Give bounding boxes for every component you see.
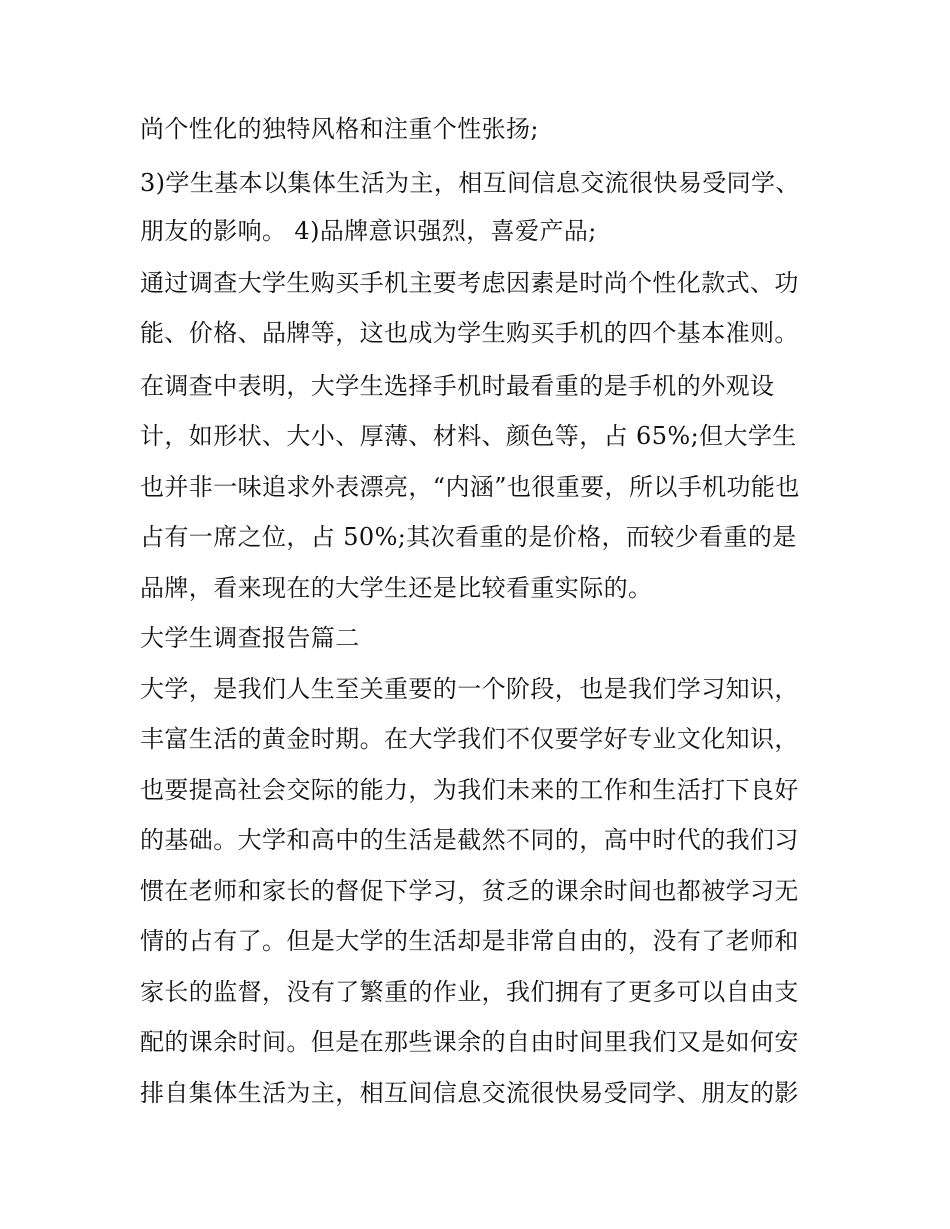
text-line: 也要提高社会交际的能力，为我们未来的工作和生活打下良好 bbox=[140, 776, 799, 804]
text-line: 3)学生基本以集体生活为主，相互间信息交流很快易受同学、 bbox=[140, 169, 800, 197]
text-line: 朋友的影响。 4)品牌意识强烈，喜爱产品; bbox=[140, 217, 597, 245]
text-line: 能、价格、品牌等，这也成为学生购买手机的四个基本准则。 bbox=[140, 319, 799, 347]
text-line: 也并非一味追求外表漂亮，“内涵”也很重要，所以手机功能也 bbox=[140, 473, 800, 501]
text-line: 情的占有了。但是大学的生活却是非常自由的，没有了老师和 bbox=[140, 927, 799, 955]
text-line: 品牌，看来现在的大学生还是比较看重实际的。 bbox=[140, 574, 653, 602]
text-line: 惯在老师和家长的督促下学习，贫乏的课余时间也都被学习无 bbox=[140, 877, 799, 905]
text-line: 计，如形状、大小、厚薄、材料、颜色等，占 65%;但大学生 bbox=[140, 422, 797, 450]
text-line: 的基础。大学和高中的生活是截然不同的，高中时代的我们习 bbox=[140, 826, 799, 854]
text-line: 丰富生活的黄金时期。在大学我们不仅要学好专业文化知识， bbox=[140, 725, 799, 753]
text-line: 占有一席之位，占 50%;其次看重的是价格，而较少看重的是 bbox=[140, 523, 797, 551]
text-line: 通过调查大学生购买手机主要考虑因素是时尚个性化款式、功 bbox=[140, 269, 799, 297]
text-line: 家长的监督，没有了繁重的作业，我们拥有了更多可以自由支 bbox=[140, 978, 799, 1006]
text-line: 大学，是我们人生至关重要的一个阶段，也是我们学习知识， bbox=[140, 675, 799, 703]
section-heading: 大学生调查报告篇二 bbox=[140, 624, 360, 652]
text-line: 尚个性化的独特风格和注重个性张扬; bbox=[140, 115, 539, 143]
text-line: 配的课余时间。但是在那些课余的自由时间里我们又是如何安 bbox=[140, 1028, 799, 1056]
text-line: 排自集体生活为主，相互间信息交流很快易受同学、朋友的影 bbox=[140, 1079, 799, 1107]
text-line: 在调查中表明，大学生选择手机时最看重的是手机的外观设 bbox=[140, 372, 775, 400]
